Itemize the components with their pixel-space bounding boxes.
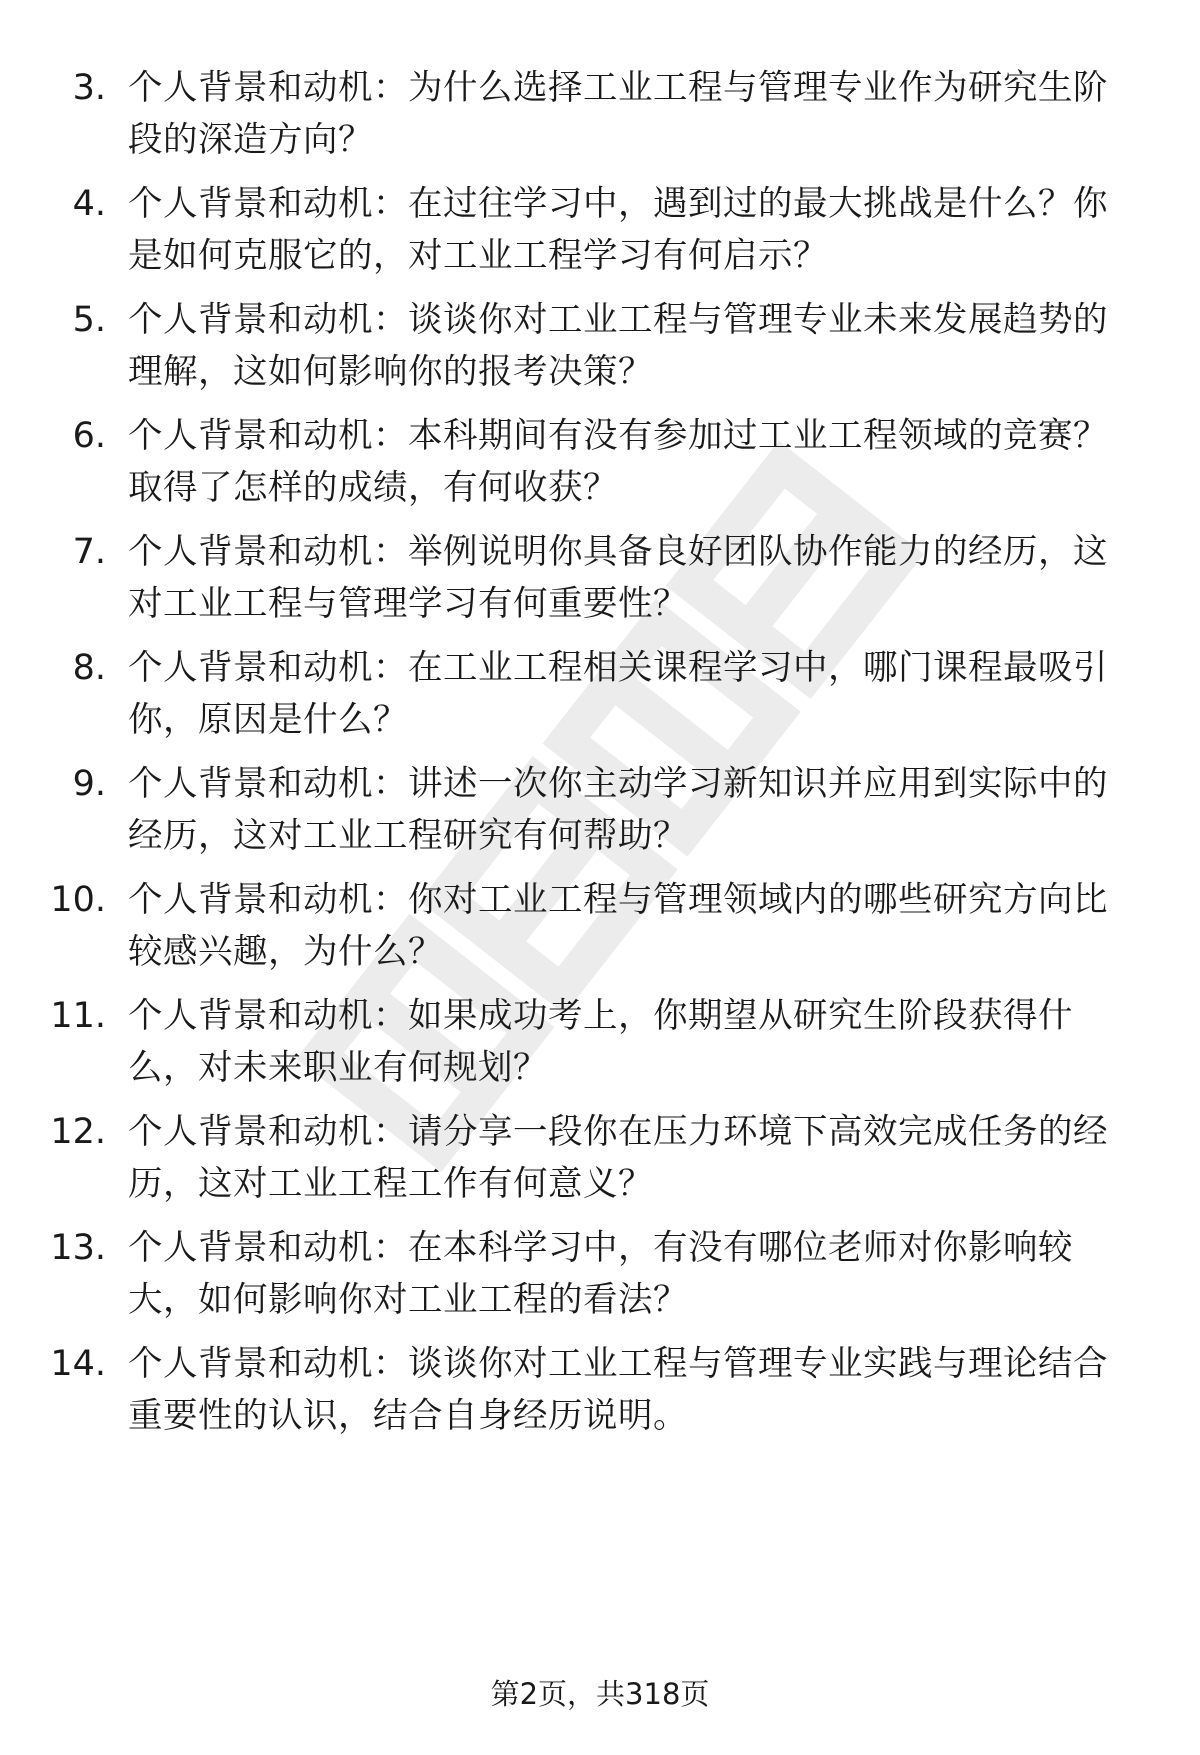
- item-number: 14.: [50, 1344, 106, 1384]
- list-item: [0, 642, 1200, 752]
- item-number: 7.: [72, 532, 106, 572]
- item-number: 11.: [50, 996, 106, 1036]
- item-number: 5.: [72, 300, 106, 340]
- item-text: 个人背景和动机：谈谈你对工业工程与管理专业未来发展趋势的理解，这如何影响你的报考决策？: [128, 300, 1108, 392]
- item-text: 个人背景和动机：讲述一次你主动学习新知识并应用到实际中的经历，这对工业工程研究有何帮助？: [128, 764, 1108, 856]
- item-text: 个人背景和动机：在过往学习中，遇到过的最大挑战是什么？你是如何克服它的，对工业工程学习有何启示？: [128, 184, 1108, 276]
- item-number: 8.: [72, 648, 106, 688]
- item-text: 个人背景和动机：在本科学习中，有没有哪位老师对你影响较大，如何影响你对工业工程的看法？: [128, 1228, 1073, 1320]
- item-text: 个人背景和动机：举例说明你具备良好团队协作能力的经历，这对工业工程与管理学习有何重要性？: [128, 532, 1108, 624]
- list-item: [0, 1106, 1200, 1216]
- list-item: [0, 410, 1200, 520]
- list-item: [0, 874, 1200, 984]
- item-number: 10.: [50, 880, 106, 920]
- list-item: [0, 178, 1200, 288]
- item-number: 13.: [50, 1228, 106, 1268]
- list-item: [0, 1222, 1200, 1332]
- page-number: 第2页，共318页: [490, 1677, 710, 1711]
- item-number: 12.: [50, 1112, 106, 1152]
- item-number: 4.: [72, 184, 106, 224]
- list-item: [0, 990, 1200, 1100]
- item-text: 个人背景和动机：为什么选择工业工程与管理专业作为研究生阶段的深造方向？: [128, 68, 1108, 160]
- item-text: 个人背景和动机：请分享一段你在压力环境下高效完成任务的经历，这对工业工程工作有何意义？: [128, 1112, 1108, 1204]
- list-item: [0, 526, 1200, 636]
- item-text: 个人背景和动机：在工业工程相关课程学习中，哪门课程最吸引你，原因是什么？: [128, 648, 1108, 740]
- list-item: [0, 294, 1200, 404]
- list-item: [0, 1338, 1200, 1448]
- item-number: 6.: [72, 416, 106, 456]
- item-number: 9.: [72, 764, 106, 804]
- list-item: [0, 62, 1200, 172]
- item-text: 个人背景和动机：你对工业工程与管理领域内的哪些研究方向比较感兴趣，为什么？: [128, 880, 1108, 972]
- list-item: [0, 758, 1200, 868]
- item-text: 个人背景和动机：本科期间有没有参加过工业工程领域的竞赛？取得了怎样的成绩，有何收获？: [128, 416, 1108, 508]
- item-number: 3.: [72, 68, 106, 108]
- item-text: 个人背景和动机：谈谈你对工业工程与管理专业实践与理论结合重要性的认识，结合自身经历说明。: [128, 1344, 1108, 1436]
- item-text: 个人背景和动机：如果成功考上，你期望从研究生阶段获得什么，对未来职业有何规划？: [128, 996, 1073, 1088]
